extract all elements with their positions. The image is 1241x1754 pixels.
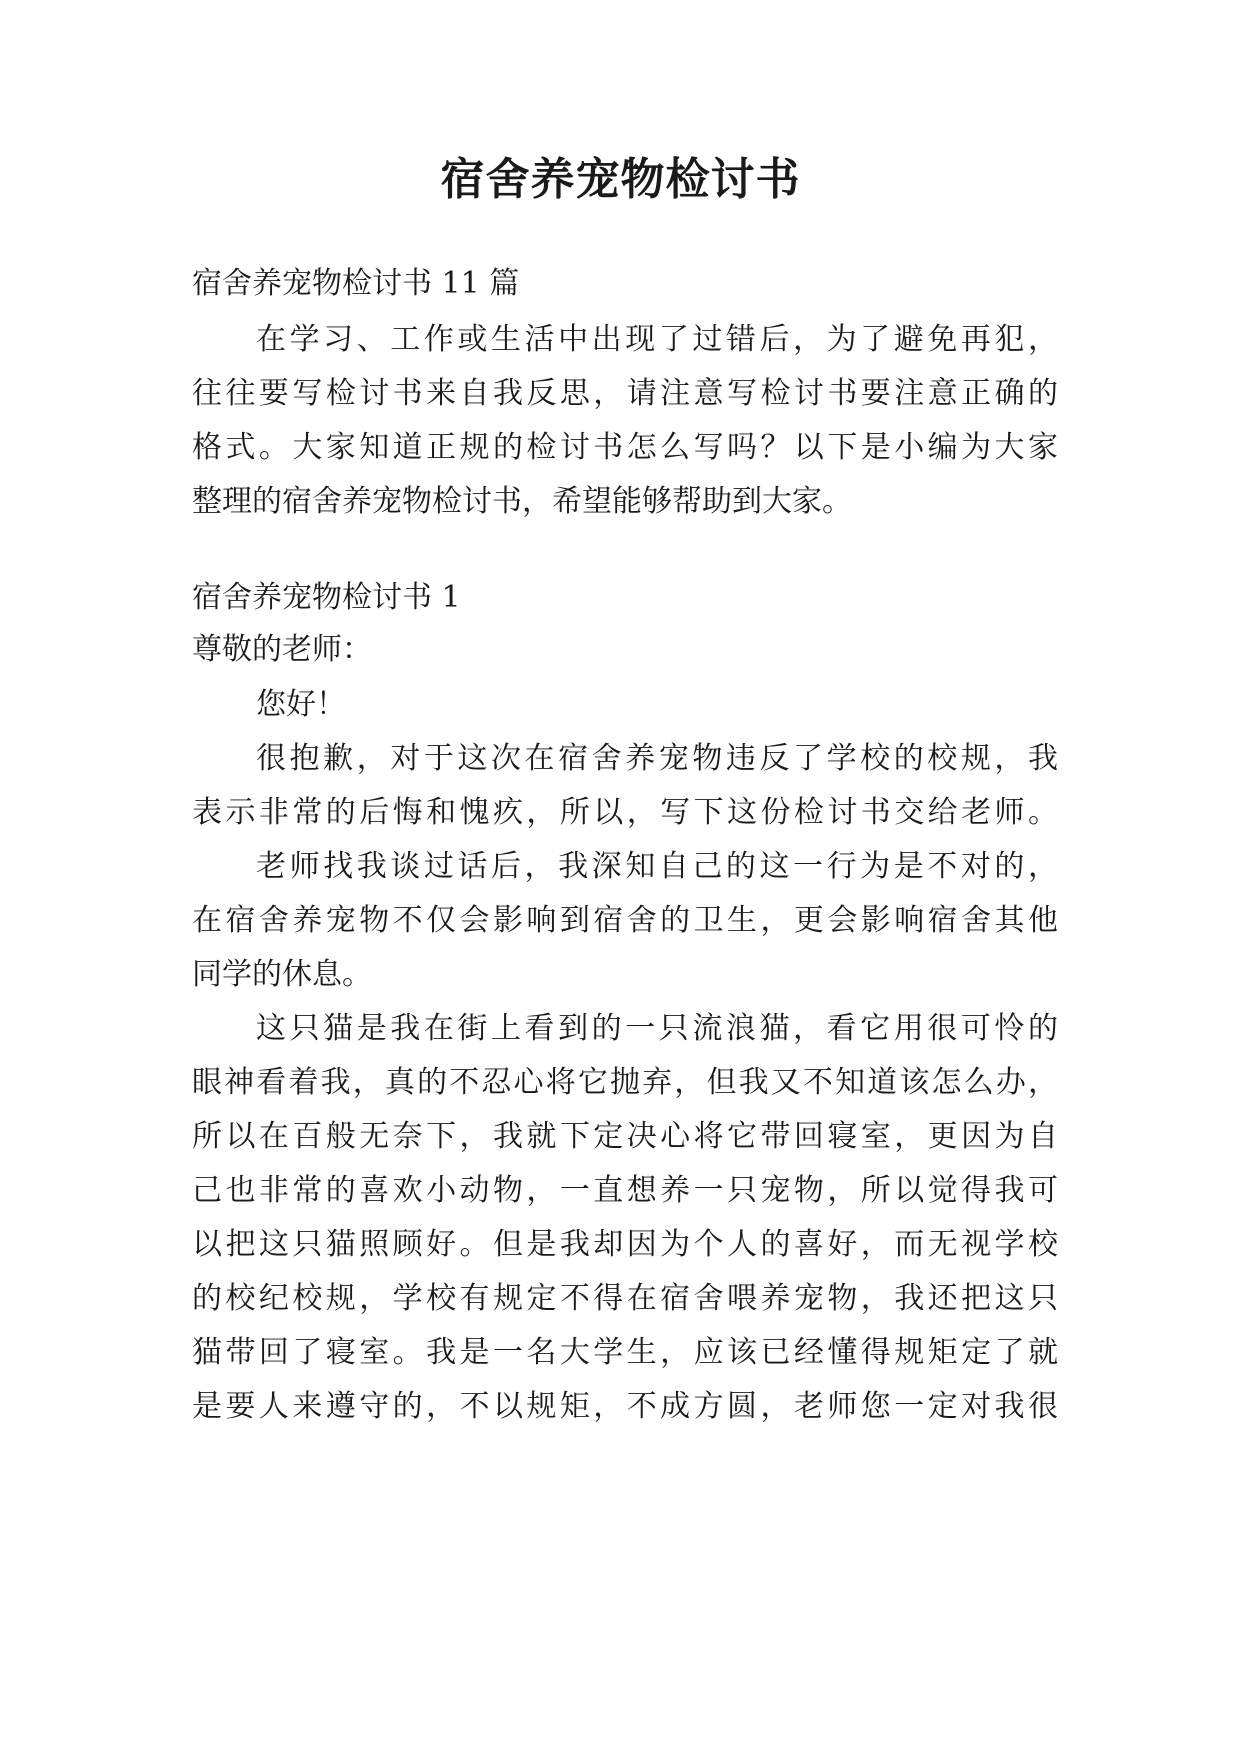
section-heading: 宿舍养宠物检讨书 1 [192, 580, 461, 615]
intro-line: 在学习、工作或生活中出现了过错后，为了避免再犯， [256, 322, 1058, 357]
body-line: 眼神看着我，真的不忍心将它抛弃，但我又不知道该怎么办， [192, 1065, 1058, 1100]
intro-line: 整理的宿舍养宠物检讨书，希望能够帮助到大家。 [192, 484, 852, 519]
body-line: 老师找我谈过话后，我深知自己的这一行为是不对的， [256, 849, 1058, 884]
body-line: 所以在百般无奈下，我就下定决心将它带回寝室，更因为自 [192, 1119, 1058, 1154]
intro-line: 格式。大家知道正规的检讨书怎么写吗？以下是小编为大家 [192, 430, 1058, 465]
body-line: 是要人来遵守的，不以规矩，不成方圆，老师您一定对我很 [192, 1389, 1058, 1424]
body-line: 以把这只猫照顾好。但是我却因为个人的喜好，而无视学校 [192, 1227, 1058, 1262]
document-subtitle: 宿舍养宠物检讨书 11 篇 [192, 266, 520, 301]
body-line: 的校纪校规，学校有规定不得在宿舍喂养宠物，我还把这只 [192, 1281, 1058, 1316]
body-line: 在宿舍养宠物不仅会影响到宿舍的卫生，更会影响宿舍其他 [192, 903, 1058, 938]
intro-line: 往往要写检讨书来自我反思，请注意写检讨书要注意正确的 [192, 376, 1058, 411]
body-line: 表示非常的后悔和愧疚，所以，写下这份检讨书交给老师。 [192, 795, 1058, 830]
body-line: 己也非常的喜欢小动物，一直想养一只宠物，所以觉得我可 [192, 1173, 1058, 1208]
body-line: 同学的休息。 [192, 957, 372, 992]
greeting: 您好！ [256, 687, 346, 722]
body-line: 猫带回了寝室。我是一名大学生，应该已经懂得规矩定了就 [192, 1335, 1058, 1370]
body-line: 很抱歉，对于这次在宿舍养宠物违反了学校的校规，我 [256, 741, 1058, 776]
document-title: 宿舍养宠物检讨书 [440, 154, 801, 205]
salutation: 尊敬的老师： [192, 632, 372, 667]
body-line: 这只猫是我在街上看到的一只流浪猫，看它用很可怜的 [256, 1011, 1058, 1046]
